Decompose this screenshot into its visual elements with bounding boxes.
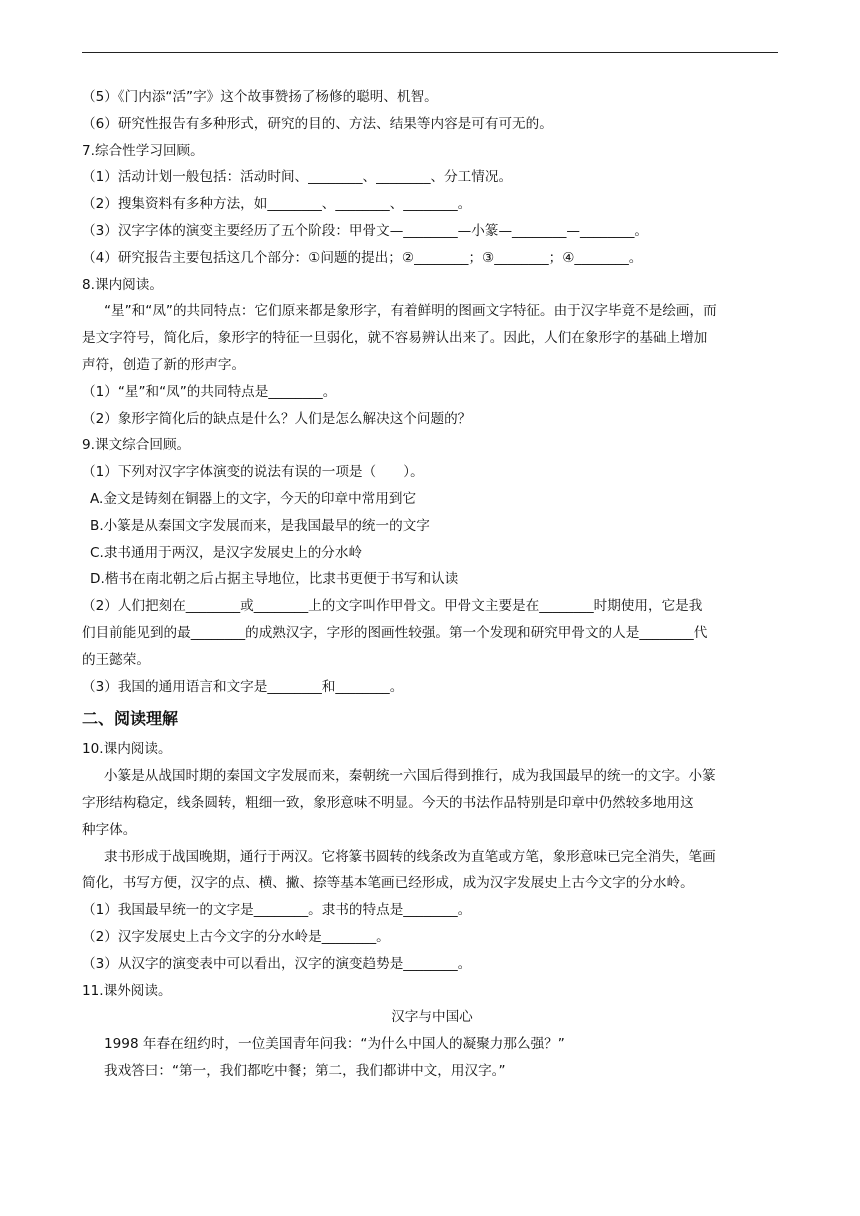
article-line: 我戏答曰：“第一，我们都吃中餐；第二，我们都讲中文，用汉字。” [104,1062,506,1079]
question-8-2: （2）象形字简化后的缺点是什么？人们是怎么解决这个问题的？ [82,410,472,427]
question-7-1: （1）活动计划一般包括：活动时间、________、________、分工情况。 [82,169,513,186]
question-10-1: （1）我国最早统一的文字是________。隶书的特点是________。 [82,902,472,919]
article-title: 汉字与中国心 [391,1009,473,1026]
article-line: 1998 年春在纽约时，一位美国青年问我：“为什么中国人的凝聚力那么强？” [104,1036,565,1053]
document-body [82,84,782,1085]
option-a: A.金文是铸刻在铜器上的文字，今天的印章中常用到它 [90,490,417,507]
passage-10-line: 隶书形成于战国晚期，通行于两汉。它将篆书圆转的线条改为直笔或方笔，象形意味已完全消失，笔画 [104,848,716,865]
question-10-2: （2）汉字发展史上古今文字的分水岭是________。 [82,928,390,945]
question-9-2-cont: 的王懿荣。 [82,651,150,668]
question-7-4: （4）研究报告主要包括这几个部分：①问题的提出；②________；③________；④________。 [82,249,643,266]
passage-10-line: 简化，书写方便，汉字的点、横、撇、捺等基本笔画已经形成，成为汉字发展史上古今文字的分水岭。 [82,875,694,892]
item-6-5: （5）《门内添“活”字》这个故事赞扬了杨修的聪明、机智。 [82,89,438,105]
question-8-title: 8.课内阅读。 [82,276,163,293]
passage-8-line: “星”和“凤”的共同特点：它们原来都是象形字，有着鲜明的图画文字特征。由于汉字毕竟不是绘画，而 [104,303,717,320]
question-9-2: （2）人们把刻在________或________上的文字叫作甲骨文。甲骨文主要是在________时期使用，它是我 [82,598,703,615]
question-10-3: （3）从汉字的演变表中可以看出，汉字的演变趋势是________。 [82,955,472,972]
passage-8-line: 声符，创造了新的形声字。 [82,356,246,373]
option-c: C.隶书通用于两汉，是汉字发展史上的分水岭 [90,544,363,561]
question-9-title: 9.课文综合回顾。 [82,437,191,454]
question-11-title: 11.课外阅读。 [82,982,172,999]
option-b: B.小篆是从秦国文字发展而来，是我国最早的统一的文字 [90,517,430,534]
question-9-2-cont: 们目前能见到的最________的成熟汉字，字形的图画性较强。第一个发现和研究甲骨文的人是________代 [82,624,708,641]
question-9-1: （1）下列对汉字字体演变的说法有误的一项是（ ）。 [82,464,424,481]
section-heading: 二、阅读理解 [82,709,179,729]
question-7-2: （2）搜集资料有多种方法，如________、________、________。 [82,196,472,213]
header-rule [82,52,778,53]
question-7-3: （3）汉字字体的演变主要经历了五个阶段：甲骨文—________—小篆—________—________。 [82,222,648,239]
passage-8-line: 是文字符号，简化后，象形字的特征一旦弱化，就不容易辨认出来了。因此，人们在象形字的基础上增加 [82,330,708,347]
item-6-6: （6）研究性报告有多种形式，研究的目的、方法、结果等内容是可有可无的。 [82,115,553,132]
passage-10-line: 种字体。 [82,821,137,838]
option-d: D.楷书在南北朝之后占据主导地位，比隶书更便于书写和认读 [90,571,459,588]
passage-10-line: 小篆是从战国时期的秦国文字发展而来，秦朝统一六国后得到推行，成为我国最早的统一的文字。小篆 [104,768,716,785]
question-7-title: 7.综合性学习回顾。 [82,142,204,159]
question-9-3: （3）我国的通用语言和文字是________和________。 [82,678,404,695]
question-10-title: 10.课内阅读。 [82,741,172,758]
passage-10-line: 字形结构稳定，线条圆转，粗细一致，象形意味不明显。今天的书法作品特别是印章中仍然较多地用这 [82,794,694,811]
question-8-1: （1）“星”和“凤”的共同特点是________。 [82,383,337,400]
